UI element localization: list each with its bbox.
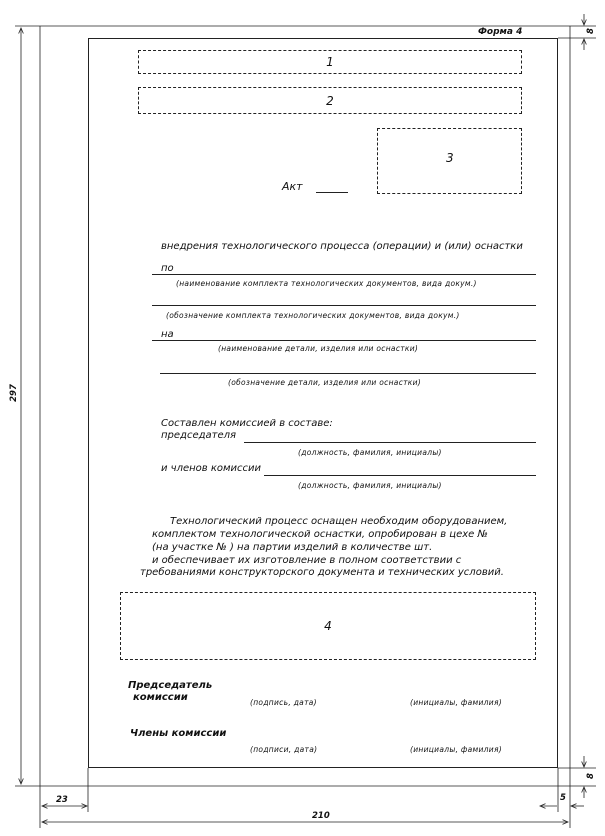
caption-sign-date: (подпись, дата): [250, 698, 317, 707]
act-heading: внедрения технологического процесса (операции) и (или) оснастки: [161, 241, 523, 252]
field-po-line: [152, 274, 536, 275]
block-3-number: 3: [446, 151, 454, 165]
caption-members: (должность, фамилия, инициалы): [298, 481, 442, 490]
block-3: [377, 128, 522, 194]
caption-part-designation: (обозначение детали, изделия или оснастки): [228, 378, 422, 387]
members-line: [264, 475, 536, 476]
sign-chairman-line2: комиссии: [133, 692, 188, 703]
block-1: [138, 50, 522, 74]
caption-po: (наименование комплекта технологических документов, вида докум.): [176, 279, 477, 288]
statement-line-2: комплектом технологической оснастки, опробирован в цехе №: [152, 529, 488, 540]
commission-chairman: председателя: [161, 430, 237, 441]
field-part-designation-line: [160, 373, 536, 374]
caption-initials-2: (инициалы, фамилия): [410, 745, 502, 754]
caption-initials: (инициалы, фамилия): [410, 698, 502, 707]
dim-right-margin: 5: [560, 793, 566, 803]
field-designation-line: [152, 305, 536, 306]
dim-height: 297: [8, 384, 19, 402]
field-po-label: по: [161, 263, 174, 274]
sign-members-label: Члены комиссии: [130, 728, 227, 739]
block-2-number: 2: [326, 93, 334, 108]
act-label: Акт: [282, 180, 303, 193]
dim-left-margin: 23: [56, 795, 68, 805]
block-4-number: 4: [324, 619, 332, 633]
dim-top-margin: 8: [585, 28, 596, 34]
field-na-label: на: [161, 329, 174, 340]
chairman-line: [244, 442, 536, 443]
act-number-line: [316, 192, 348, 193]
caption-part-name: (наименование детали, изделия или оснастки): [218, 344, 419, 353]
caption-signs-date: (подписи, дата): [250, 745, 318, 754]
caption-chairman: (должность, фамилия, инициалы): [298, 448, 442, 457]
commission-composed: Составлен комиссией в составе:: [161, 418, 333, 429]
form-label: Форма 4: [478, 27, 523, 37]
statement-line-1: Технологический процесс оснащен необходим оборудованием,: [170, 516, 508, 527]
sign-chairman-line1: Председатель: [128, 680, 213, 691]
field-na-line: [152, 340, 536, 341]
commission-members: и членов комиссии: [161, 463, 262, 474]
statement-line-5: требованиями конструкторского документа и технических условий.: [140, 567, 504, 578]
dim-bottom-margin: 8: [585, 773, 596, 779]
caption-designation: (обозначение комплекта технологических документов, вида докум.): [166, 311, 460, 320]
dim-width: 210: [312, 811, 330, 821]
statement-line-4: и обеспечивает их изготовление в полном соответствии с: [152, 555, 462, 566]
block-4: [120, 592, 536, 660]
block-2: [138, 87, 522, 114]
statement-line-3: (на участке № ) на партии изделий в количестве шт.: [152, 542, 433, 553]
block-1-number: 1: [326, 55, 334, 69]
